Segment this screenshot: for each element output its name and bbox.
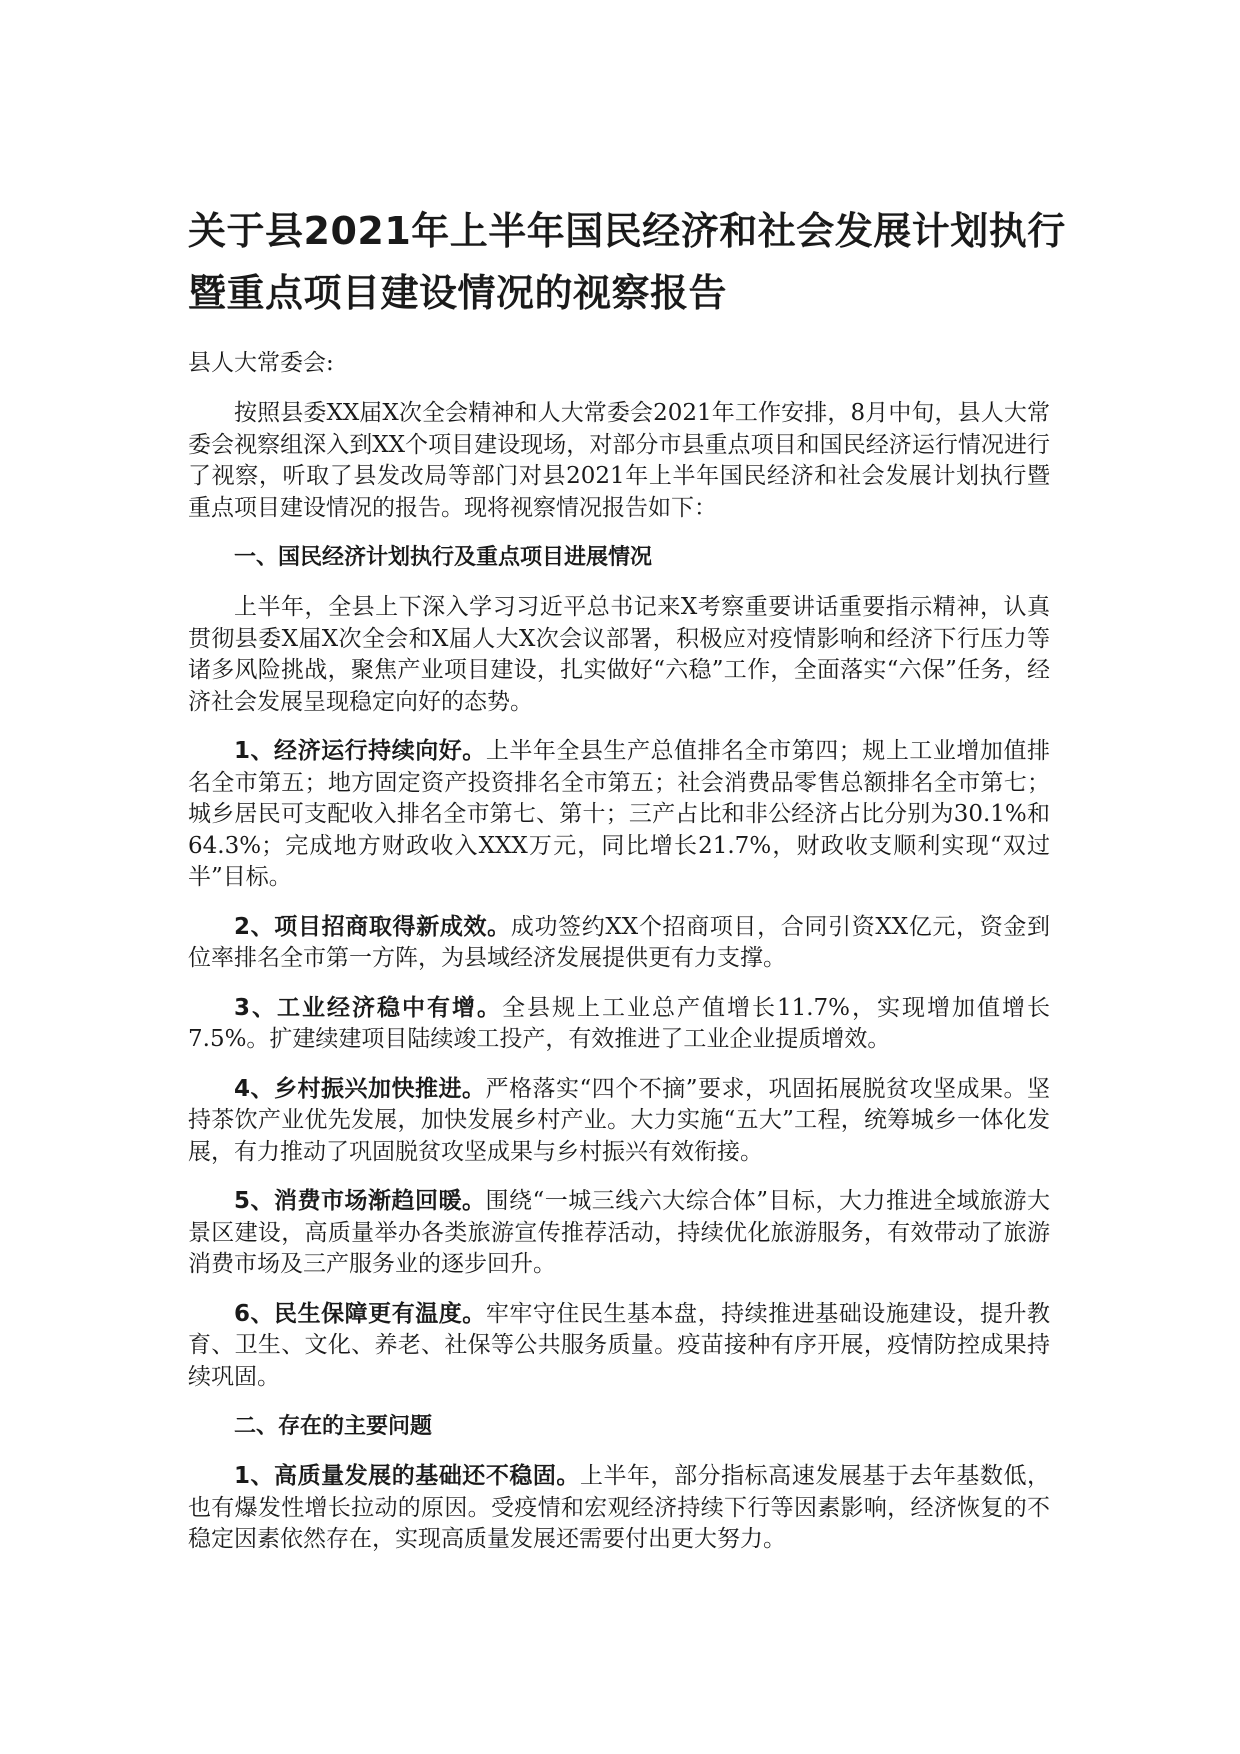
salutation: 县人大常委会:: [188, 350, 334, 376]
section-2-item-1: [188, 1461, 1050, 1556]
item-lead: 2、项目招商取得新成效。: [234, 913, 511, 940]
section-1-item-4: [188, 1074, 1050, 1169]
item-text: 牢牢守住民生基本盘，持续推进基础设施建设，提升教育、卫生、文化、养老、社保等公共服务质量。疫苗接种有序开展，疫情防控成果持续巩固。: [188, 1300, 1050, 1390]
document-page: [188, 200, 1066, 1574]
item-text: 全县规上工业总产值增长11.7%，实现增加值增长7.5%。扩建续建项目陆续竣工投产，有效推进了工业企业提质增效。: [188, 994, 1050, 1052]
item-text: 上半年，部分指标高速发展基于去年基数低，也有爆发性增长拉动的原因。受疫情和宏观经济持续下行等因素影响，经济恢复的不稳定因素依然存在，实现高质量发展还需要付出更大努力。: [188, 1463, 1051, 1552]
item-lead: 3、工业经济稳中有增。: [234, 994, 502, 1021]
section-1-overview: 上半年，全县上下深入学习习近平总书记来X考察重要讲话重要指示精神，认真贯彻县委X届X次全会和X届人大X次会议部署，积极应对疫情影响和经济下行压力等诸多风险挑战，聚焦产业项目建设，扎实做好“六稳”工作，全面落实“六保”任务，经济社会发展呈现稳定向好的态势。: [188, 594, 1050, 715]
intro-paragraph: 按照县委XX届X次全会精神和人大常委会2021年工作安排，8月中旬，县人大常委会视察组深入到XX个项目建设现场，对部分市县重点项目和国民经济运行情况进行了视察，听取了县发改局等部门对县2021年上半年国民经济和社会发展计划执行暨重点项目建设情况的报告。现将视察情况报告如下：: [188, 400, 1050, 521]
section-1-heading: 一、国民经济计划执行及重点项目进展情况: [234, 545, 653, 570]
item-text: 围绕“一城三线六大综合体”目标，大力推进全域旅游大景区建设，高质量举办各类旅游宣传推荐活动，持续优化旅游服务，有效带动了旅游消费市场及三产服务业的逐步回升。: [188, 1188, 1050, 1277]
item-text: 上半年全县生产总值排名全市第四；规上工业增加值排名全市第五；地方固定资产投资排名全市第五；社会消费品零售总额排名全市第七；城乡居民可支配收入排名全市第七、第十；三产占比和非公经济占比分别为30.1%和64.3%；完成地方财政收入XXX万元，同比增长21.7%，财政收支顺利实现“双过半”目标。: [188, 738, 1050, 890]
report-title-line-2: 暨重点项目建设情况的视察报告: [188, 271, 728, 315]
section-1-item-3: [188, 993, 1050, 1056]
item-lead: 1、高质量发展的基础还不稳固。: [234, 1463, 580, 1489]
report-title-line-1: 关于县2021年上半年国民经济和社会发展计划执行: [188, 209, 1066, 253]
section-1-item-2: [188, 912, 1050, 975]
item-lead: 1、经济运行持续向好。: [234, 738, 486, 764]
report-title: [188, 200, 1066, 324]
section-1-item-1: [188, 736, 1050, 894]
item-lead: 5、消费市场渐趋回暖。: [234, 1188, 486, 1214]
item-text: 严格落实“四个不摘”要求，巩固拓展脱贫攻坚成果。坚持茶饮产业优先发展，加快发展乡村产业。大力实施“五大”工程，统筹城乡一体化发展，有力推动了巩固脱贫攻坚成果与乡村振兴有效衔接。: [188, 1075, 1050, 1165]
section-1-item-6: [188, 1299, 1050, 1394]
item-lead: 6、民生保障更有温度。: [234, 1300, 486, 1327]
section-2-heading: 二、存在的主要问题: [234, 1414, 433, 1439]
section-1-item-5: [188, 1186, 1050, 1281]
item-text: 成功签约XX个招商项目，合同引资XX亿元，资金到位率排名全市第一方阵，为县域经济发展提供更有力支撑。: [188, 913, 1050, 971]
item-lead: 4、乡村振兴加快推进。: [234, 1075, 486, 1102]
